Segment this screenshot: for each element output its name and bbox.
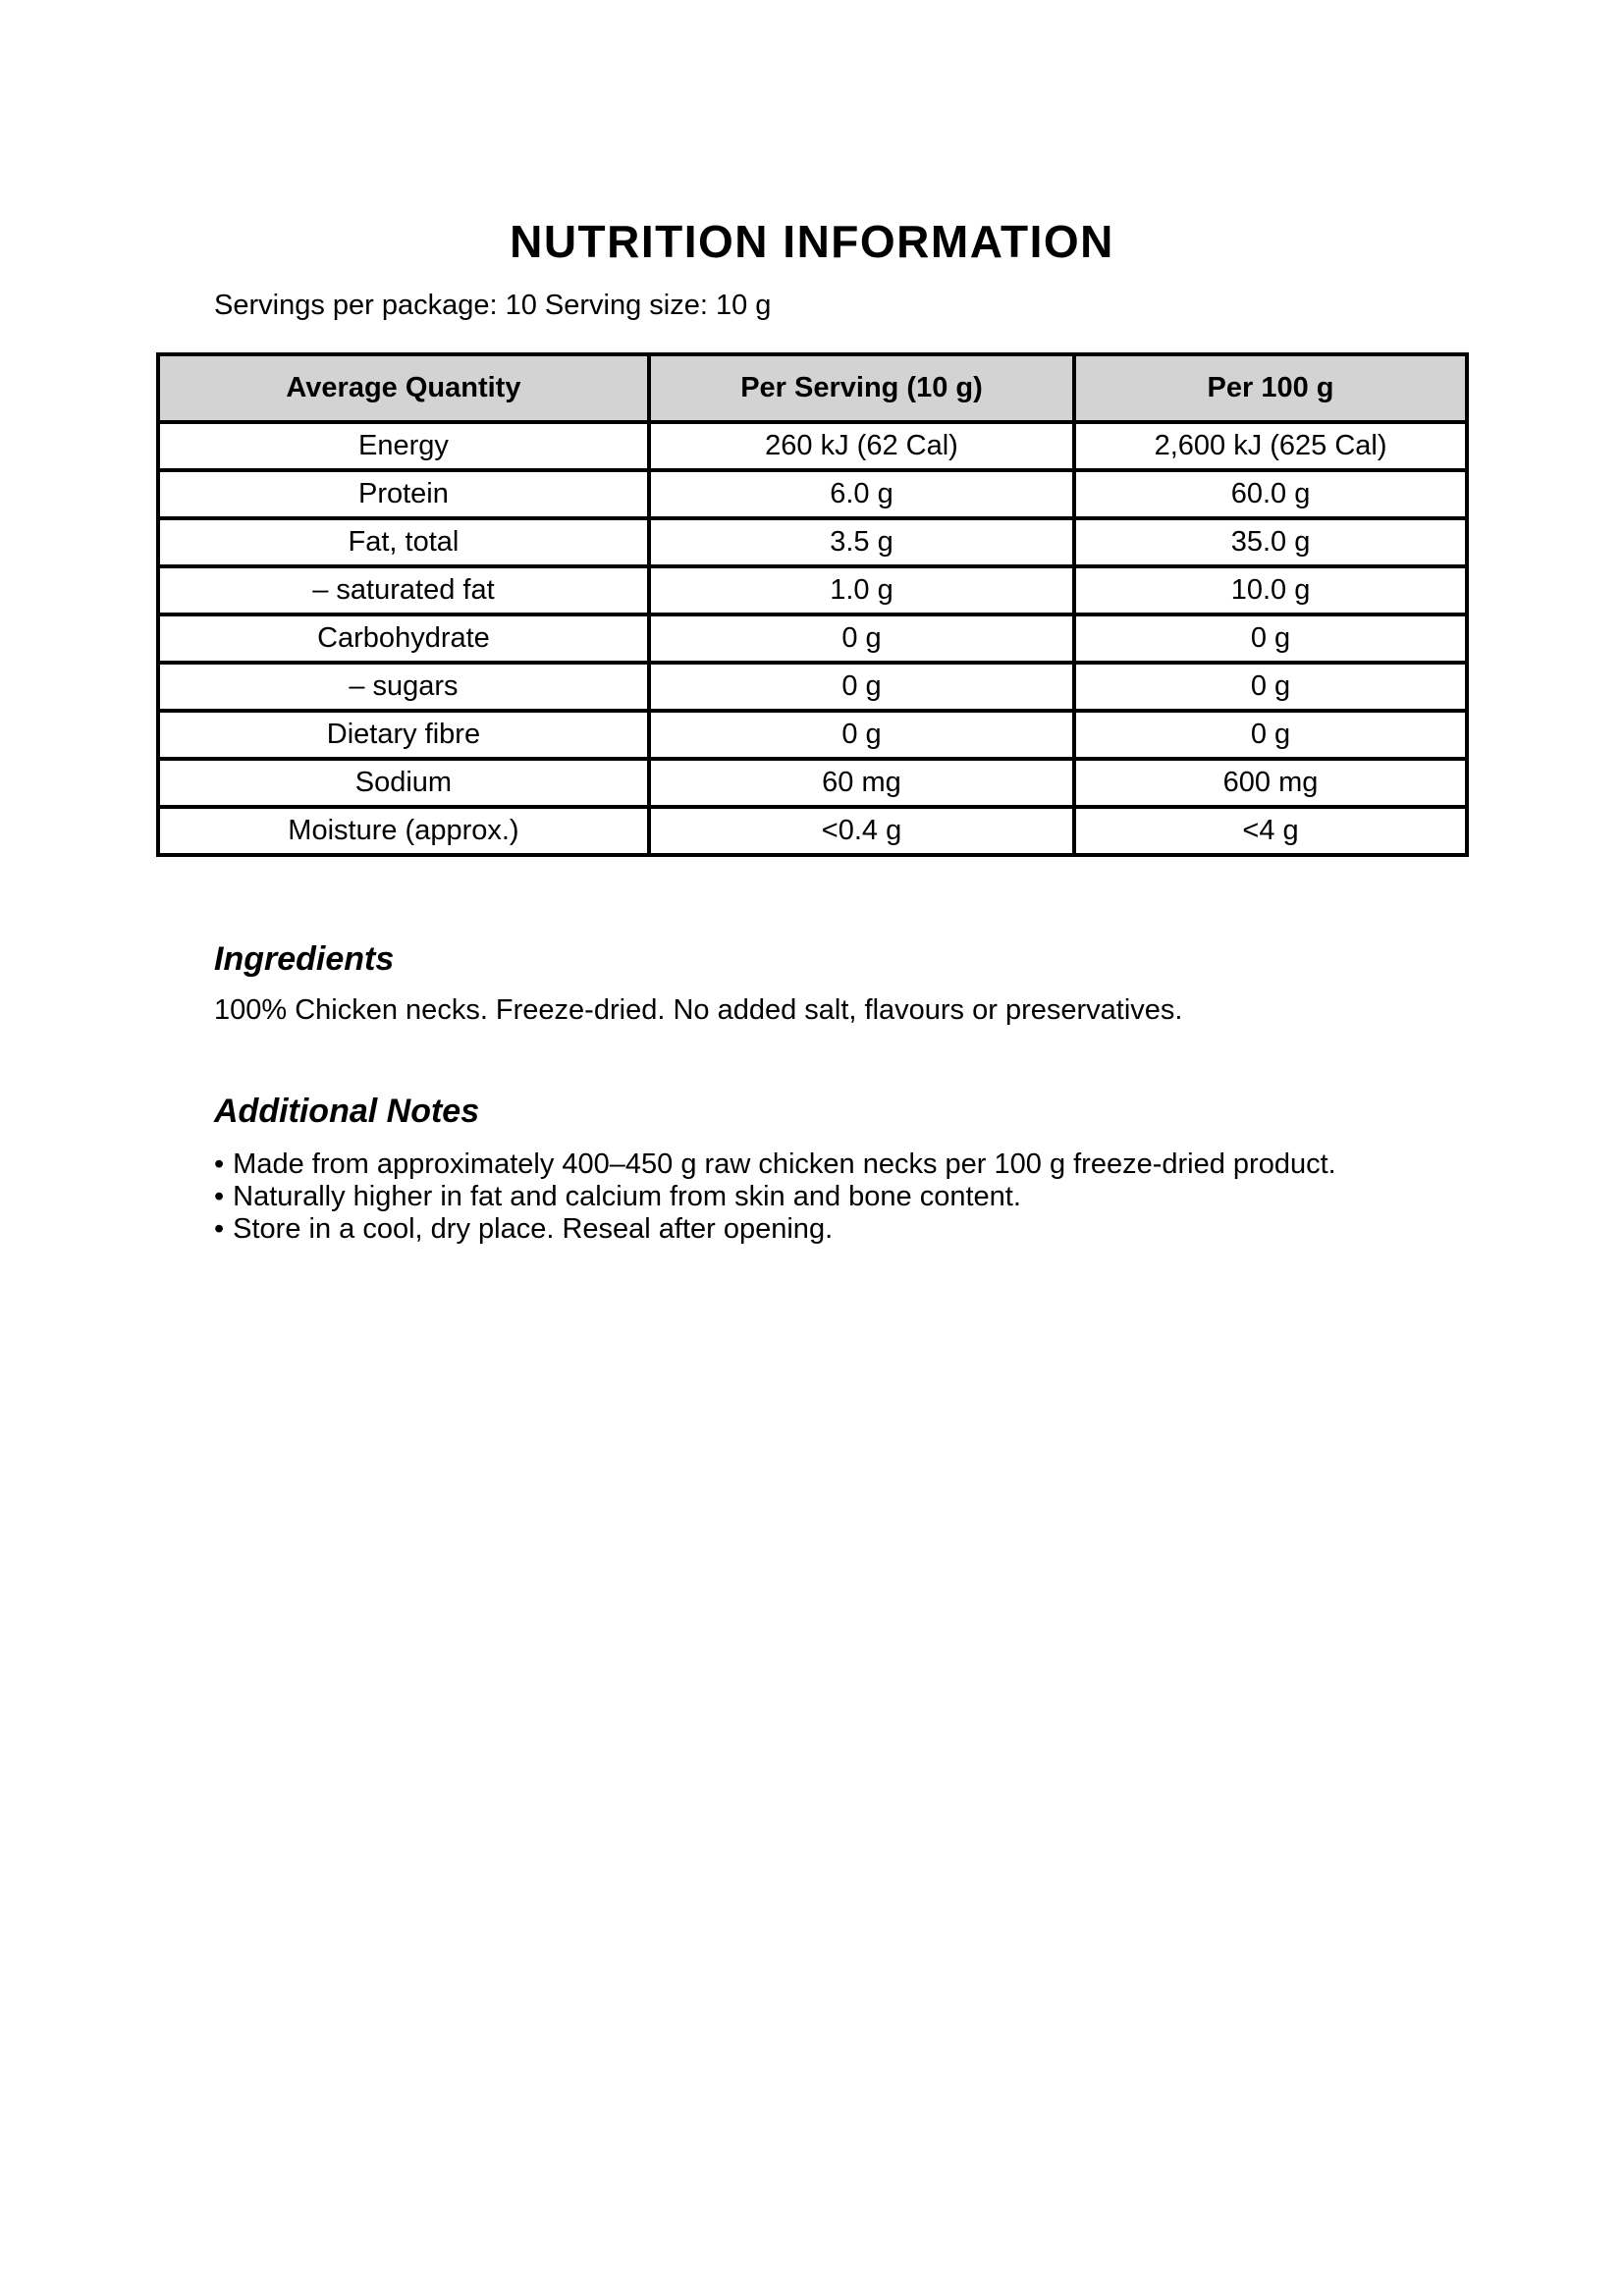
cell-sodium-label: Sodium [158, 759, 649, 807]
table-row-energy [158, 422, 1467, 470]
serving-info: Servings per package: 10 Serving size: 10 g [214, 290, 772, 321]
cell-sodium-per-serving: 60 mg [649, 759, 1074, 807]
cell-fat-total-label: Fat, total [158, 518, 649, 566]
note-text: Store in a cool, dry place. Reseal after opening. [233, 1213, 834, 1245]
cell-protein-per-serving: 6.0 g [649, 470, 1074, 518]
note-item [214, 1213, 1336, 1246]
ingredients-heading: Ingredients [214, 940, 395, 978]
cell-energy-per-serving: 260 kJ (62 Cal) [649, 422, 1074, 470]
cell-sugars-per-100g: 0 g [1074, 663, 1467, 711]
cell-carbohydrate-label: Carbohydrate [158, 614, 649, 663]
col-header-average-quantity: Average Quantity [158, 354, 649, 422]
col-header-per-serving: Per Serving (10 g) [649, 354, 1074, 422]
table-row-sodium [158, 759, 1467, 807]
table-row-moisture [158, 807, 1467, 855]
note-text: Made from approximately 400–450 g raw chicken necks per 100 g freeze-dried product. [233, 1148, 1336, 1180]
cell-moisture-label: Moisture (approx.) [158, 807, 649, 855]
cell-saturated-fat-per-100g: 10.0 g [1074, 566, 1467, 614]
note-text: Naturally higher in fat and calcium from skin and bone content. [233, 1181, 1021, 1212]
cell-dietary-fibre-per-100g: 0 g [1074, 711, 1467, 759]
cell-fat-total-per-100g: 35.0 g [1074, 518, 1467, 566]
cell-sugars-per-serving: 0 g [649, 663, 1074, 711]
note-item [214, 1181, 1336, 1213]
table-row-protein [158, 470, 1467, 518]
nutrition-table [156, 352, 1469, 857]
table-row-saturated-fat [158, 566, 1467, 614]
note-item [214, 1148, 1336, 1181]
table-row-dietary-fibre [158, 711, 1467, 759]
bullet-icon: • [214, 1213, 225, 1245]
table-row-sugars [158, 663, 1467, 711]
page-title: NUTRITION INFORMATION [510, 216, 1114, 267]
cell-saturated-fat-per-serving: 1.0 g [649, 566, 1074, 614]
cell-protein-per-100g: 60.0 g [1074, 470, 1467, 518]
cell-dietary-fibre-label: Dietary fibre [158, 711, 649, 759]
cell-sodium-per-100g: 600 mg [1074, 759, 1467, 807]
cell-moisture-per-serving: <0.4 g [649, 807, 1074, 855]
additional-notes-heading: Additional Notes [214, 1093, 480, 1130]
cell-protein-label: Protein [158, 470, 649, 518]
table-row-fat-total [158, 518, 1467, 566]
cell-moisture-per-100g: <4 g [1074, 807, 1467, 855]
cell-carbohydrate-per-serving: 0 g [649, 614, 1074, 663]
bullet-icon: • [214, 1181, 225, 1212]
cell-dietary-fibre-per-serving: 0 g [649, 711, 1074, 759]
ingredients-text: 100% Chicken necks. Freeze-dried. No added salt, flavours or preservatives. [214, 994, 1183, 1026]
cell-energy-per-100g: 2,600 kJ (625 Cal) [1074, 422, 1467, 470]
additional-notes-list [214, 1148, 1336, 1246]
cell-fat-total-per-serving: 3.5 g [649, 518, 1074, 566]
col-header-per-100g: Per 100 g [1074, 354, 1467, 422]
cell-saturated-fat-label: – saturated fat [158, 566, 649, 614]
table-row-carbohydrate [158, 614, 1467, 663]
cell-carbohydrate-per-100g: 0 g [1074, 614, 1467, 663]
cell-energy-label: Energy [158, 422, 649, 470]
cell-sugars-label: – sugars [158, 663, 649, 711]
table-header-row [158, 354, 1467, 422]
bullet-icon: • [214, 1148, 225, 1180]
